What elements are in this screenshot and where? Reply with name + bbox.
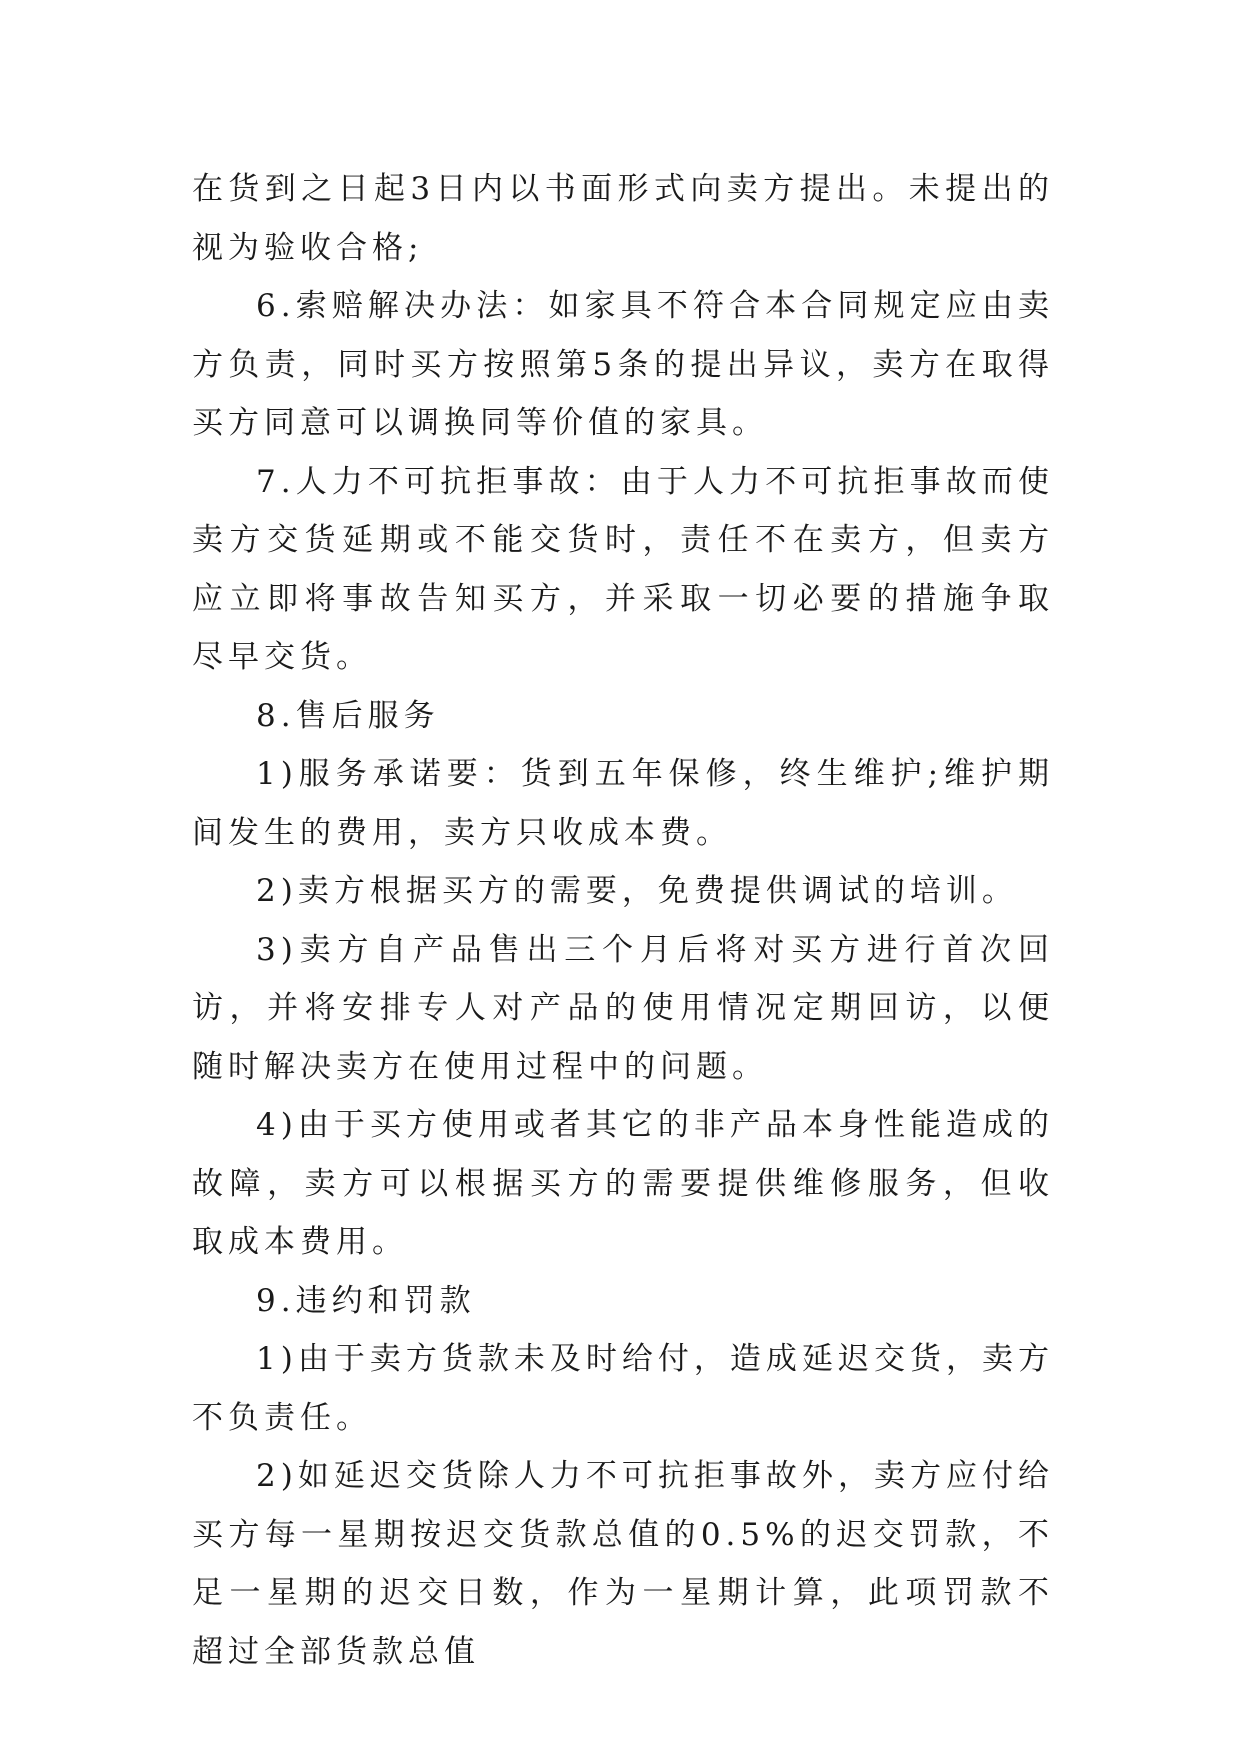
paragraph-late-payment: 1)由于卖方货款未及时给付，造成延迟交货，卖方不负责任。 bbox=[192, 1341, 1054, 1436]
paragraph-force-majeure: 7.人力不可抗拒事故：由于人力不可抗拒事故而使卖方交货延期或不能交货时，责任不在卖方，但卖方应立即将事故告知买方，并采取一切必要的措施争取尽早交货。 bbox=[192, 463, 1054, 675]
paragraph-follow-up: 3)卖方自产品售出三个月后将对买方进行首次回访，并将安排专人对产品的使用情况定期回访，以便随时解决卖方在使用过程中的问题。 bbox=[192, 931, 1054, 1085]
heading-breach-penalty: 9.违约和罚款 bbox=[256, 1282, 476, 1319]
document-body bbox=[192, 160, 1054, 1681]
heading-after-sales: 8.售后服务 bbox=[256, 697, 440, 734]
paragraph-repair: 4)由于买方使用或者其它的非产品本身性能造成的故障，卖方可以根据买方的需要提供维修服务，但收取成本费用。 bbox=[192, 1107, 1054, 1260]
paragraph-late-delivery-penalty: 2)如延迟交货除人力不可抗拒事故外，卖方应付给买方每一星期按迟交货款总值的0.5%的迟交罚款，不足一星期的迟交日数，作为一星期计算，此项罚款不超过全部货款总值 bbox=[192, 1458, 1054, 1670]
paragraph-claims: 6.索赔解决办法：如家具不符合本合同规定应由卖方负责，同时买方按照第5条的提出异议，卖方在取得买方同意可以调换同等价值的家具。 bbox=[192, 288, 1054, 441]
paragraph-training: 2)卖方根据买方的需要，免费提供调试的培训。 bbox=[256, 873, 1018, 909]
paragraph-acceptance: 在货到之日起3日内以书面形式向卖方提出。未提出的视为验收合格; bbox=[192, 171, 1054, 266]
paragraph-service-commitment: 1)服务承诺要：货到五年保修，终生维护;维护期间发生的费用，卖方只收成本费。 bbox=[192, 756, 1054, 851]
